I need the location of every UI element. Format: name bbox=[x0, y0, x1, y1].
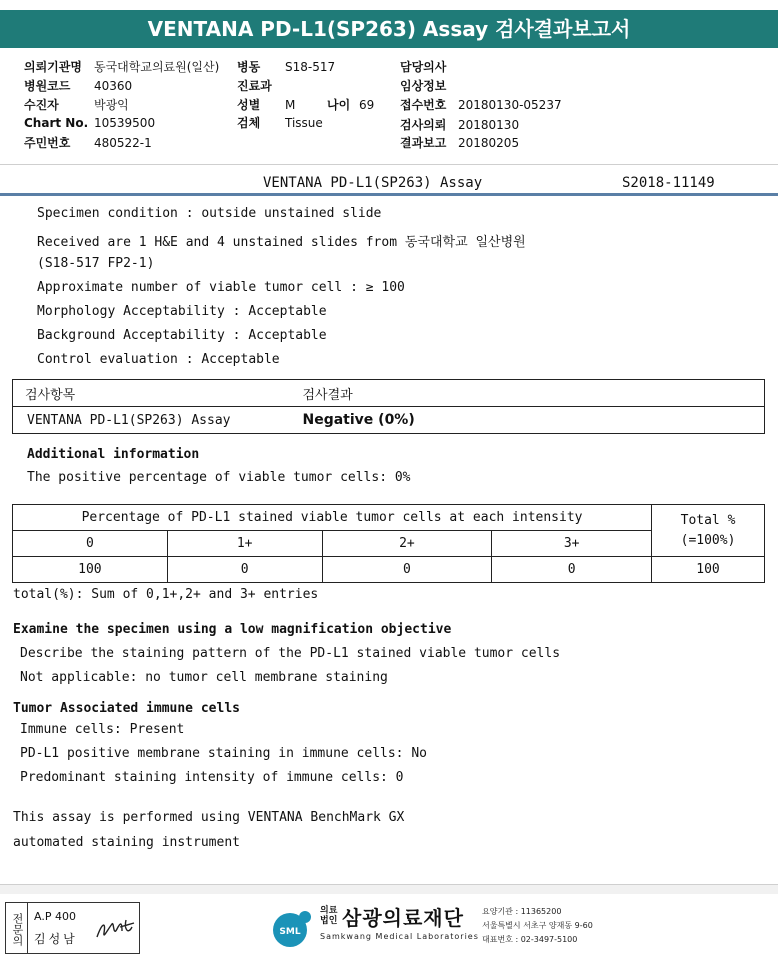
pct-value: 0 bbox=[492, 557, 652, 583]
result-table bbox=[12, 379, 765, 434]
pct-total: 100 bbox=[652, 557, 765, 583]
signature-icon bbox=[94, 915, 139, 945]
signature-box bbox=[5, 902, 140, 954]
footer-divider bbox=[0, 884, 778, 894]
tumor-title: Tumor Associated immune cells bbox=[13, 701, 240, 716]
lab-contact bbox=[482, 905, 593, 947]
field-value: 40360 bbox=[94, 79, 133, 93]
patient-field bbox=[24, 134, 152, 151]
patient-field bbox=[400, 116, 519, 133]
field-label: 담당의사 bbox=[400, 60, 447, 74]
field-label: 진료과 bbox=[237, 79, 272, 93]
field-label: 병동 bbox=[237, 60, 261, 74]
field-value: S18-517 bbox=[285, 60, 336, 74]
patient-field bbox=[237, 114, 323, 131]
pct-value: 0 bbox=[322, 557, 492, 583]
patient-field bbox=[400, 77, 458, 94]
field-label: 수진자 bbox=[24, 98, 59, 112]
closing-line: automated staining instrument bbox=[13, 835, 240, 850]
field-value: Tissue bbox=[285, 116, 323, 130]
age-label: 나이 bbox=[327, 98, 351, 112]
result-head-result: 검사결과 bbox=[303, 380, 765, 407]
field-value: 20180130-05237 bbox=[458, 98, 562, 112]
field-label: 접수번호 bbox=[400, 98, 447, 112]
percentage-table bbox=[12, 504, 765, 583]
patient-field bbox=[237, 77, 285, 94]
result-item: VENTANA PD-L1(SP263) Assay bbox=[13, 407, 303, 434]
specimen-line: (S18-517 FP2-1) bbox=[37, 256, 155, 271]
field-value: 박광익 bbox=[94, 98, 129, 112]
report-number: S2018-11149 bbox=[622, 175, 715, 191]
pct-intensity: 1+ bbox=[167, 531, 322, 557]
patient-field bbox=[400, 134, 519, 151]
pct-intensity: 0 bbox=[13, 531, 168, 557]
specimen-line: Specimen condition : outside unstained slide bbox=[37, 206, 382, 221]
field-value: 20180130 bbox=[458, 118, 520, 132]
logo-corp-2: 법인 bbox=[320, 916, 338, 926]
patient-info bbox=[0, 50, 778, 168]
field-value: 동국대학교의료원(일산) bbox=[94, 60, 220, 74]
field-label: 결과보고 bbox=[400, 136, 447, 150]
logo-name: 삼광의료재단 bbox=[342, 906, 464, 930]
field-label: 병원코드 bbox=[24, 79, 71, 93]
sign-side-label: 전문의 bbox=[6, 903, 28, 953]
patient-field bbox=[24, 77, 132, 94]
specimen-line: Morphology Acceptability : Acceptable bbox=[37, 304, 327, 319]
patient-field bbox=[400, 58, 458, 75]
contact-address: 서울특별시 서초구 양재동 9-60 bbox=[482, 921, 593, 930]
pct-total-header-1: Total % bbox=[680, 512, 736, 528]
contact-code: 요양기관 : 11365200 bbox=[482, 907, 562, 916]
tumor-line: Predominant staining intensity of immune cells: 0 bbox=[20, 770, 404, 785]
pct-total-header bbox=[652, 505, 765, 557]
patient-field bbox=[237, 58, 335, 75]
field-value: 20180205 bbox=[458, 136, 520, 150]
sml-logo-icon bbox=[270, 908, 316, 948]
additional-text: The positive percentage of viable tumor cells: 0% bbox=[27, 470, 411, 485]
logo-corp bbox=[320, 906, 337, 926]
logo-english: Samkwang Medical Laboratories bbox=[320, 932, 479, 941]
result-value: Negative (0%) bbox=[303, 407, 765, 434]
report-header bbox=[0, 168, 778, 196]
patient-field bbox=[24, 116, 155, 130]
patient-field bbox=[400, 96, 562, 113]
examine-title: Examine the specimen using a low magnification objective bbox=[13, 622, 452, 637]
examine-line: Describe the staining pattern of the PD-L1 stained viable tumor cells bbox=[20, 646, 561, 661]
field-value: 10539500 bbox=[94, 116, 156, 130]
specimen-line: Received are 1 H&E and 4 unstained slides from 동국대학교 일산병원 bbox=[37, 235, 526, 250]
pct-intensity: 3+ bbox=[492, 531, 652, 557]
field-label: 의뢰기관명 bbox=[24, 60, 82, 74]
result-head-item: 검사항목 bbox=[13, 380, 303, 407]
lab-logo bbox=[270, 900, 593, 956]
sign-name: 김성남 bbox=[34, 932, 78, 946]
contact-phone: 대표번호 : 02-3497-5100 bbox=[482, 935, 578, 944]
field-value: M bbox=[285, 98, 296, 112]
tumor-line: PD-L1 positive membrane staining in immune cells: No bbox=[20, 746, 427, 761]
field-label: 검사의뢰 bbox=[400, 118, 447, 132]
field-label: 검체 bbox=[237, 116, 261, 130]
report-title: VENTANA PD-L1(SP263) Assay 검사결과보고서 bbox=[0, 10, 778, 48]
pct-value: 0 bbox=[167, 557, 322, 583]
assay-title: VENTANA PD-L1(SP263) Assay bbox=[263, 175, 483, 191]
specimen-line: Approximate number of viable tumor cell : ≥ 100 bbox=[37, 280, 405, 295]
field-value: 480522-1 bbox=[94, 136, 152, 150]
field-label: Chart No. bbox=[24, 116, 89, 130]
examine-line: Not applicable: no tumor cell membrane staining bbox=[20, 670, 388, 685]
patient-field bbox=[237, 96, 374, 113]
sign-ap: A.P 400 bbox=[34, 910, 76, 923]
total-note: total(%): Sum of 0,1+,2+ and 3+ entries bbox=[13, 587, 319, 602]
specimen-line: Control evaluation : Acceptable bbox=[37, 352, 280, 367]
logo-corp-1: 의료 bbox=[320, 906, 338, 916]
pct-header: Percentage of PD-L1 stained viable tumor cells at each intensity bbox=[13, 505, 652, 531]
field-label: 주민번호 bbox=[24, 136, 71, 150]
pct-total-header-2: (=100%) bbox=[680, 532, 736, 548]
specimen-line: Background Acceptability : Acceptable bbox=[37, 328, 327, 343]
additional-title: Additional information bbox=[27, 447, 200, 462]
logo-badge: SML bbox=[279, 927, 301, 937]
tumor-line: Immune cells: Present bbox=[20, 722, 185, 737]
pct-intensity: 2+ bbox=[322, 531, 492, 557]
patient-field bbox=[24, 58, 219, 75]
field-label: 성별 bbox=[237, 98, 261, 112]
closing-line: This assay is performed using VENTANA BenchMark GX bbox=[13, 810, 405, 825]
age-value: 69 bbox=[359, 98, 375, 112]
field-label: 임상정보 bbox=[400, 79, 447, 93]
divider bbox=[0, 164, 778, 165]
pct-value: 100 bbox=[13, 557, 168, 583]
patient-field bbox=[24, 96, 129, 113]
